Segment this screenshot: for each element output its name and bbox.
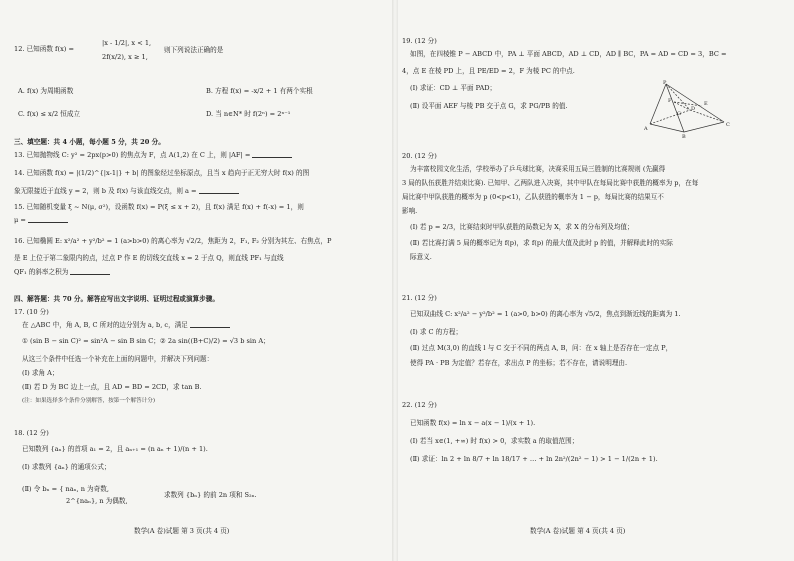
fig-label-e: E — [704, 101, 708, 107]
q19-line3: (Ⅰ) 求证：CD ⊥ 平面 PAD； — [410, 84, 497, 92]
q12-option-c: C. f(x) ≤ x/2 恒成立 — [18, 110, 81, 118]
q18-line3b: 2^{naₙ}, n 为偶数, — [66, 497, 128, 505]
page-3-footer: 数学(A 卷)试题 第 3 页(共 4 页) — [134, 527, 230, 535]
q18-line3c: 求数列 {bₙ} 的前 2n 项和 S₂ₙ. — [164, 491, 257, 499]
q17-line3: 从这三个条件中任选一个补充在上面的问题中，并解决下列问题： — [22, 355, 214, 363]
q22-line1: 已知函数 f(x) = ln x − a(x − 1)/(x + 1). — [410, 419, 536, 427]
q21-line1: 已知双曲线 C: x²/a² − y²/b² = 1 (a>0, b>0) 的离心率为 √5/2，焦点到渐近线的距离为 1. — [410, 310, 681, 318]
fig-label-d: D — [691, 106, 696, 112]
q21-line2: (Ⅰ) 求 C 的方程； — [410, 328, 463, 336]
q14-answer-blank — [199, 186, 239, 194]
q15-line2: μ = — [14, 215, 68, 225]
q18-line1: 已知数列 {aₙ} 的首项 a₁ = 2，且 aₙ₊₁ = (n aₙ + 1)/(n + 1). — [22, 445, 208, 453]
page-4-footer: 数学(A 卷)试题 第 4 页(共 4 页) — [530, 527, 626, 535]
q13-answer-blank — [252, 150, 292, 158]
q17-condition-blank — [190, 320, 230, 328]
q12-option-d: D. 当 n∈N* 时 f(2ⁿ) = 2ⁿ⁻¹ — [206, 110, 291, 118]
q12-piece2: 2f(x/2), x ≥ 1, — [102, 53, 148, 61]
q21-line4: 使得 PA · PB 为定值？若存在，求出点 P 的坐标；若不存在，请说明理由. — [410, 359, 628, 367]
fig-label-p: P — [663, 80, 667, 86]
q20-line3: 局比赛中甲队获胜的概率为 p (0<p<1)，乙队获胜的概率为 1 − p，每局比赛的结果互不 — [402, 193, 664, 201]
q21-line3: (Ⅱ) 过点 M(3,0) 的直线 l 与 C 交于不同的两点 A, B，问：在 x 轴上是否存在一定点 P， — [410, 344, 673, 352]
q17-line2: ① (sin B − sin C)² = sin²A − sin B sin C；② 2a sin((B+C)/2) = √3 b sin A； — [22, 337, 270, 345]
q20-line2: 3 局的队伍获胜并结束比赛). 已知甲、乙两队进入决赛，其中甲队在每局比赛中获胜的概率为 p，在每 — [402, 179, 699, 187]
q20-heading: 20. (12 分) — [402, 152, 437, 160]
q19-line4: (Ⅱ) 设平面 AEF 与棱 PB 交于点 G，求 PG/PB 的值. — [410, 102, 568, 110]
q20-line5: (Ⅰ) 若 p = 2/3，比赛结束时甲队获胜的局数记为 X，求 X 的分布列及均值； — [410, 223, 634, 231]
q12-tail: 则下列说法正确的是 — [164, 46, 224, 54]
q17-line4: (Ⅰ) 求角 A； — [22, 369, 59, 377]
fig-label-c: C — [726, 122, 730, 128]
q20-line1: 为丰富校园文化生活，学校举办了乒乓球比赛，决赛采用五局三胜制的比赛规则 (先赢得 — [410, 165, 666, 173]
q12-option-b: B. 方程 f(x) = -x/2 + 1 有两个实根 — [206, 87, 313, 95]
q20-line4: 影响. — [402, 207, 418, 215]
fig-label-a: A — [644, 126, 648, 132]
section-4-heading: 四、解答题：共 70 分。解答应写出文字说明、证明过程或演算步骤。 — [14, 295, 219, 303]
page-fold — [392, 0, 398, 561]
q19-line1: 如图，在四棱锥 P − ABCD 中，PA ⊥ 平面 ABCD，AD ⊥ CD，AD ∥ BC，PA = AD = CD = 3，BC = — [410, 50, 727, 58]
q17-heading: 17. (10 分) — [14, 308, 49, 316]
q12-option-a: A. f(x) 为周期函数 — [18, 87, 74, 95]
q16-line1: 16. 已知椭圆 E: x²/a² + y²/b² = 1 (a>b>0) 的离心率为 √2/2，焦距为 2，F₁, F₂ 分别为其左、右焦点，P — [14, 237, 332, 245]
q13: 13. 已知抛物线 C: y² = 2px(p>0) 的焦点为 F，点 A(1,2) 在 C 上，则 |AF| = — [14, 150, 292, 160]
q12-piece1: |x - 1/2|, x < 1, — [102, 39, 152, 47]
q16-line2: 是 E 上位于第二象限内的点，过点 P 作 E 的切线交直线 x = 2 于点 Q，则直线 PF₁ 与直线 — [14, 254, 284, 262]
pyramid-figure — [644, 80, 734, 138]
q18-heading: 18. (12 分) — [14, 429, 49, 437]
q19-heading: 19. (12 分) — [402, 37, 437, 45]
fig-label-f: F — [668, 98, 672, 104]
q15-line1: 15. 已知随机变量 ξ ~ N(μ, σ²)，设函数 f(x) = P(ξ ≤ x + 2)，且 f(x) 满足 f(x) + f(-x) = 1，则 — [14, 203, 304, 211]
q15-answer-blank — [28, 215, 68, 223]
q20-line6: (Ⅱ) 若比赛打满 5 局的概率记为 f(p)，求 f(p) 的最大值及此时 p 的值，并解释此时的实际 — [410, 239, 673, 247]
q21-heading: 21. (12 分) — [402, 294, 437, 302]
section-3-heading: 三、填空题：共 4 小题，每小题 5 分，共 20 分。 — [14, 138, 165, 146]
q22-line2: (Ⅰ) 若当 x∈(1, +∞) 时 f(x) > 0，求实数 a 的取值范围； — [410, 437, 579, 445]
q22-heading: 22. (12 分) — [402, 401, 437, 409]
q22-line3: (Ⅱ) 求证：ln 2 + ln 8/7 + ln 18/17 + … + ln 2n²/(2n² − 1) > 1 − 1/(2n + 1). — [410, 455, 658, 463]
q16-line3: QF₁ 的斜率之积为 — [14, 267, 110, 277]
q12-stem: 12. 已知函数 f(x) = — [14, 45, 74, 53]
fig-label-g: G — [677, 111, 681, 117]
q17-note: (注：如果选择多个条件分别解答，按第一个解答计分) — [22, 398, 156, 404]
q20-line7: 际意义. — [410, 253, 432, 261]
q19-line2: 4，点 E 在棱 PD 上，且 PE/ED = 2，F 为棱 PC 的中点. — [402, 67, 575, 75]
q18-line2: (Ⅰ) 求数列 {aₙ} 的通项公式； — [22, 463, 111, 471]
q14-line2: 象无限接近于直线 y = 2，则 b 及 f(x) 与该直线交点，则 a = — [14, 186, 239, 196]
q17-line1: 在 △ABC 中，角 A, B, C 所对的边分别为 a, b, c，满足 — [22, 320, 230, 330]
fig-label-b: B — [682, 134, 686, 138]
q18-line3a: (Ⅱ) 令 bₙ = { naₙ, n 为奇数, — [22, 485, 109, 493]
q14-line1: 14. 已知函数 f(x) = |(1/2)^{|x-1|} + b| 的图象经过坐标原点，且当 x 趋向于正无穷大时 f(x) 的图 — [14, 169, 310, 177]
q16-answer-blank — [70, 267, 110, 275]
q17-line5: (Ⅱ) 若 D 为 BC 边上一点，且 AD = BD = 2CD，求 tan B. — [22, 383, 202, 391]
